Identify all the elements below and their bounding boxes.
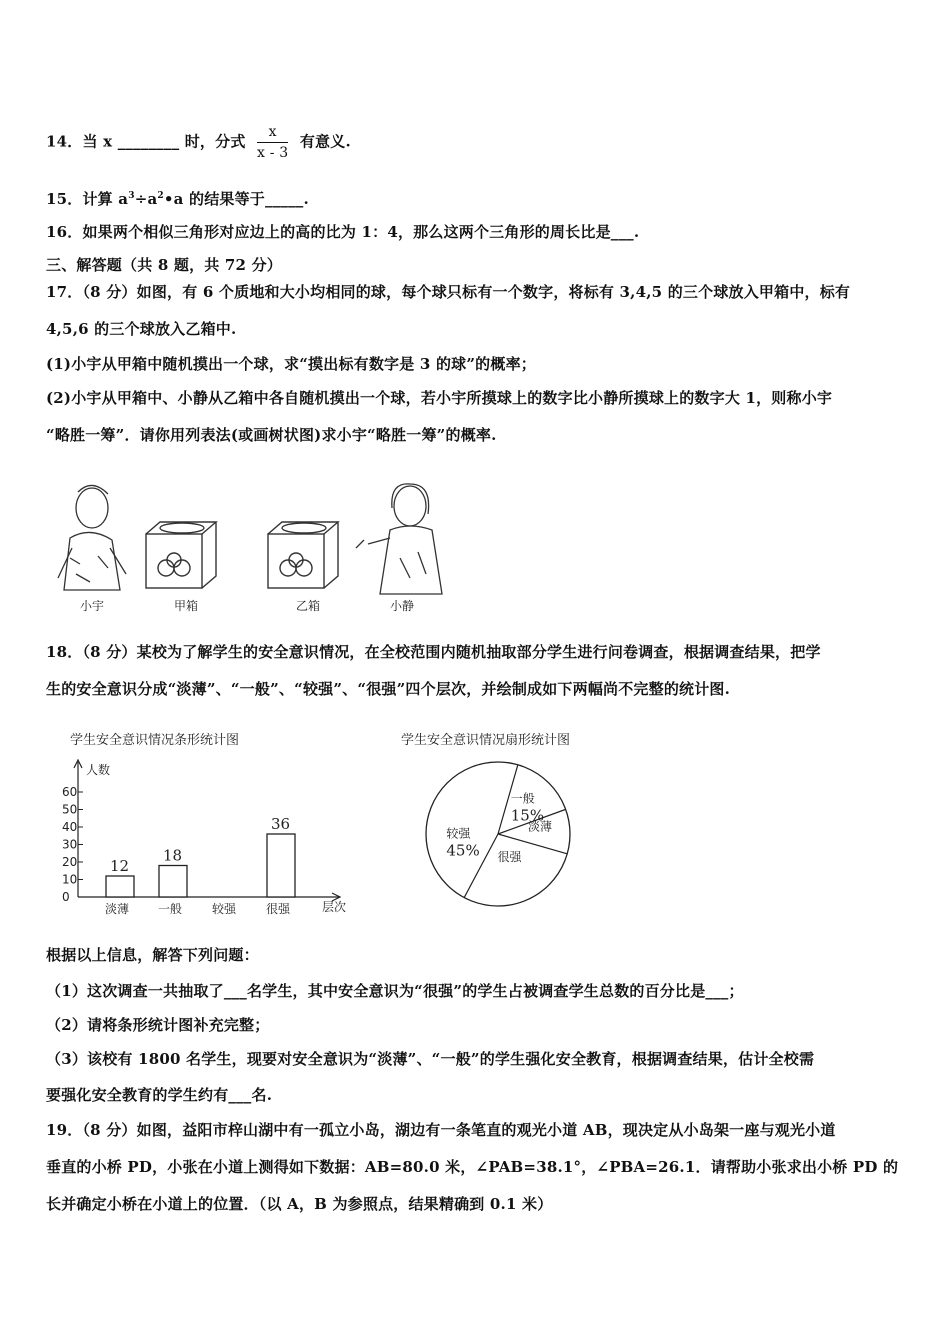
bar-value-label: 12	[110, 857, 130, 875]
x-tick-label: 一般	[158, 902, 183, 916]
x-tick-label: 淡薄	[105, 902, 130, 916]
y-tick-label: 0	[62, 890, 70, 904]
pie-slice-label: 一般	[510, 791, 535, 806]
caption-yi-box: 乙箱	[296, 599, 321, 613]
bar-value-label: 36	[271, 815, 291, 833]
q17-illustration	[50, 478, 450, 618]
question-16: 16．如果两个相似三角形对应边上的高的比为 1：4，那么这两个三角形的周长比是___.	[46, 223, 640, 241]
bar	[106, 876, 134, 897]
bar-value-label: 18	[163, 846, 183, 865]
box-jia	[146, 522, 216, 588]
fraction: $\frac{x}{x - 3}$	[256, 124, 289, 161]
bar-chart-title: 学生安全意识情况条形统计图	[70, 733, 240, 748]
question-19-line3: 长并确定小桥在小道上的位置．（以 A，B 为参照点，结果精确到 0.1 米）	[46, 1195, 553, 1213]
y-tick-label: 40	[62, 820, 78, 834]
x-tick-label: 很强	[266, 902, 291, 916]
x-axis-label: 层次	[322, 900, 347, 914]
question-17-part2: (2)小宇从甲箱中、小静从乙箱中各自随机摸出一个球，若小宇所摸球上的数字比小静所摸球上的数字大 1，则称小宇	[46, 389, 833, 407]
pie-slice-label: 很强	[497, 850, 522, 865]
y-tick-label: 50	[62, 802, 78, 817]
section-heading: 三、解答题（共 8 题，共 72 分）	[46, 256, 283, 274]
question-18-sub2: （2）请将条形统计图补充完整；	[46, 1016, 270, 1034]
girl-figure	[356, 484, 442, 594]
x-tick-label: 较强	[212, 902, 237, 916]
question-18-sub3: （3）该校有 1800 名学生，现要对安全意识为“淡薄”、“一般”的学生强化安全教育，根据调查结果，估计全校需	[46, 1050, 815, 1068]
caption-xiaoyu: 小宇	[80, 599, 105, 613]
question-18-sub3b: 要强化安全教育的学生约有___名.	[46, 1086, 273, 1104]
question-19-line2: 垂直的小桥 PD，小张在小道上测得如下数据：AB=80.0 米，∠PAB=38.1°，∠PBA=26.1．请帮助小张求出小桥 PD 的	[46, 1158, 899, 1176]
bar	[159, 866, 187, 898]
y-tick-label: 20	[62, 855, 78, 869]
pie-chart-title: 学生安全意识情况扇形统计图	[401, 733, 571, 748]
question-18-sub1: （1）这次调查一共抽取了___名学生，其中安全意识为“很强”的学生占被调查学生总数的百分比是___；	[46, 982, 744, 1000]
question-15: 15．计算 $a^3\div a^2•a$ 的结果等于_____.	[46, 190, 309, 208]
caption-jia-box: 甲箱	[174, 599, 199, 613]
question-19-line1: 19．（8 分）如图，益阳市梓山湖中有一孤立小岛，湖边有一条笔直的观光小道 AB，现决定从小岛架一座与观光小道	[46, 1121, 836, 1139]
y-tick-label: 30	[62, 837, 78, 852]
question-14: 14．当 x ________ 时，分式 $\frac{x}{x - 3}$ 有意义.	[46, 124, 351, 161]
y-axis-label: 人数	[86, 763, 111, 777]
question-17-part1: (1)小宇从甲箱中随机摸出一个球，求“摸出标有数字是 3 的球”的概率；	[46, 355, 536, 373]
pie-slice-label: 淡薄	[527, 819, 552, 834]
question-18-after: 根据以上信息，解答下列问题：	[46, 946, 259, 964]
bar	[267, 834, 295, 897]
question-18-line2: 生的安全意识分成“淡薄”、“一般”、“较强”、“很强”四个层次，并绘制成如下两幅尚不完整的统计图.	[46, 680, 731, 698]
y-tick-label: 10	[62, 872, 78, 887]
y-tick-label: 60	[62, 785, 78, 799]
pie-slice-percent: 45%	[446, 841, 480, 860]
bar-chart	[50, 726, 370, 921]
question-18-line1: 18．（8 分）某校为了解学生的安全意识情况，在全校范围内随机抽取部分学生进行问卷调查，根据调查结果，把学	[46, 643, 821, 661]
question-17-part2b: “略胜一筹”．请你用列表法(或画树状图)求小宇“略胜一筹”的概率.	[46, 426, 497, 444]
box-yi	[268, 522, 338, 588]
question-17-line2: 4,5,6 的三个球放入乙箱中.	[46, 320, 237, 338]
caption-xiaojing: 小静	[390, 599, 415, 613]
boy-figure	[58, 485, 126, 590]
pie-slice-label: 较强	[446, 826, 471, 841]
pie-slice-percent: 15%	[510, 806, 545, 825]
question-17-line1: 17．（8 分）如图，有 6 个质地和大小均相同的球，每个球只标有一个数字，将标有 3,4,5 的三个球放入甲箱中，标有	[46, 283, 851, 301]
pie-chart	[395, 726, 625, 921]
